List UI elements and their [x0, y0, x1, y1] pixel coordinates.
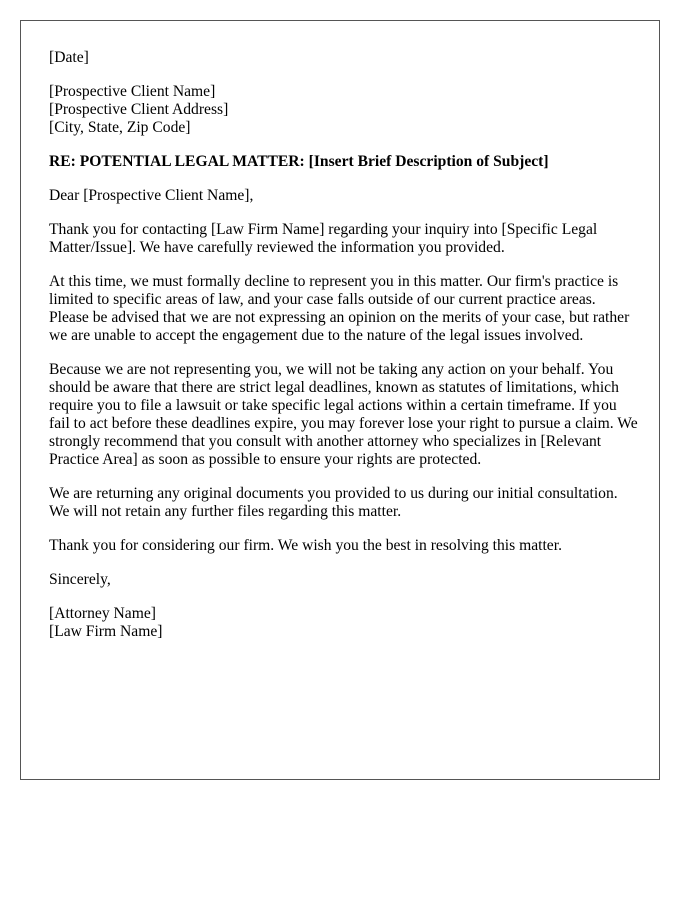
- signature-block: [49, 605, 639, 641]
- body-paragraph: At this time, we must formally decline to represent you in this matter. Our firm's practice is limited to specific areas of law, and your case falls outside of our current practice areas. Please be advised that we are not expressing an opinion on the merits of your case, but rather we are unable to accept the engagement due to the nature of the legal issues involved.: [49, 273, 630, 344]
- letter-page: [20, 20, 660, 780]
- body-paragraph: We are returning any original documents you provided to us during our initial consultation. We will not retain any further files regarding this matter.: [49, 485, 618, 520]
- closing: Sincerely,: [49, 571, 111, 588]
- subject-line: RE: POTENTIAL LEGAL MATTER: [Insert Brief Description of Subject]: [49, 153, 549, 170]
- body-paragraph: Because we are not representing you, we will not be taking any action on your behalf. You should be aware that there are strict legal deadlines, known as statutes of limitations, which require you to file a lawsuit or take specific legal actions within a certain timeframe. If you fail to act before these deadlines expire, you may forever lose your right to pursue a claim. We strongly recommend that you consult with another attorney who specializes in [Relevant Practice Area] as soon as possible to ensure your rights are protected.: [49, 361, 638, 468]
- body-paragraph: Thank you for contacting [Law Firm Name] regarding your inquiry into [Specific Legal Matter/Issue]. We have carefully reviewed the information you provided.: [49, 221, 598, 256]
- salutation: Dear [Prospective Client Name],: [49, 187, 254, 204]
- recipient-name: [Prospective Client Name]: [49, 83, 216, 100]
- letter-body: [49, 49, 639, 641]
- recipient-address-block: [49, 83, 639, 137]
- signature-attorney-name: [Attorney Name]: [49, 605, 156, 622]
- body-paragraph: Thank you for considering our firm. We wish you the best in resolving this matter.: [49, 537, 562, 554]
- signature-firm-name: [Law Firm Name]: [49, 623, 163, 640]
- recipient-city-state-zip: [City, State, Zip Code]: [49, 119, 191, 136]
- letter-date: [Date]: [49, 49, 89, 66]
- recipient-address: [Prospective Client Address]: [49, 101, 229, 118]
